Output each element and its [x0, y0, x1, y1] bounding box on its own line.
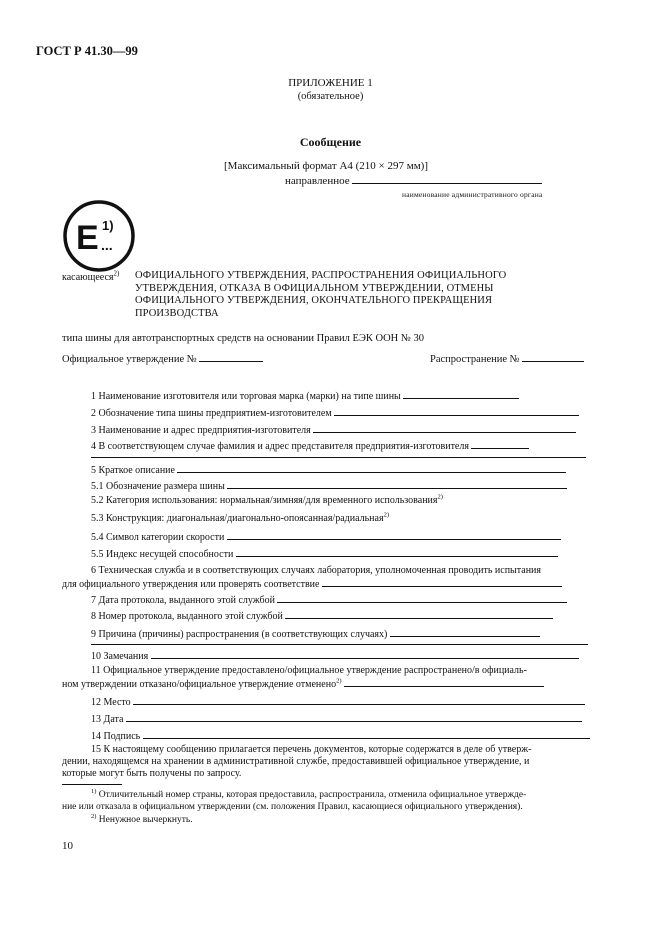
field-11[interactable]: [344, 677, 544, 687]
extension-number: Распространение №: [430, 354, 584, 365]
extension-number-field[interactable]: [522, 361, 584, 362]
concerning-line: УТВЕРЖДЕНИЯ, ОТКАЗА В ОФИЦИАЛЬНОМ УТВЕРЖДЕНИИ, ОТМЕНЫ: [135, 282, 494, 294]
concerning-line: ПРОИЗВОДСТВА: [135, 307, 219, 319]
concerning-text: [135, 270, 565, 320]
field-1[interactable]: [403, 389, 519, 399]
authority-hint: наименование административного органа: [402, 190, 543, 199]
field-4[interactable]: [471, 439, 529, 449]
format-note: [Максимальный формат А4 (210 × 297 мм)]: [224, 160, 429, 172]
field-8[interactable]: [285, 609, 553, 619]
form-item-15-cont-1: дении, находящемся на хранении в административной службе, предоставившей официальное утверждение, и: [62, 756, 530, 767]
page-number: 10: [62, 840, 73, 852]
field-3[interactable]: [313, 423, 576, 433]
approval-number-field[interactable]: [199, 361, 263, 362]
form-item-11: 11 Официальное утверждение предоставлено/официальное утверждение распространено/в официаль-: [91, 665, 527, 676]
form-item-13: 13 Дата: [91, 712, 582, 726]
form-item-3: 3 Наименование и адрес предприятия-изготовителя: [91, 423, 576, 437]
form-item-9: 9 Причина (причины) распространения (в соответствующих случаях): [91, 627, 540, 641]
annex-title: ПРИЛОЖЕНИЕ 1: [288, 77, 373, 89]
form-item-15: 15 К настоящему сообщению прилагается перечень документов, которые содержатся в деле об утверж-: [91, 744, 532, 755]
field-7[interactable]: [277, 593, 567, 603]
field-9[interactable]: [390, 627, 540, 637]
form-item-7: 7 Дата протокола, выданного этой службой: [91, 593, 567, 607]
approval-number: Официальное утверждение №: [62, 354, 263, 365]
field-5-1[interactable]: [227, 479, 567, 489]
form-item-12: 12 Место: [91, 695, 585, 709]
e-mark-letter: E: [76, 219, 99, 257]
form-item-5-2: 5.2 Категория использования: нормальная/зимняя/для временного использования$^{2)}$: [91, 493, 443, 506]
form-item-14: 14 Подпись: [91, 729, 590, 743]
sent-by-line: [285, 175, 542, 187]
form-item-11-cont: ном утверждении отказано/официальное утверждение отменено$^{2)}$: [62, 677, 544, 691]
concerning-line: ОФИЦИАЛЬНОГО УТВЕРЖДЕНИЯ, ОКОНЧАТЕЛЬНОГО ПРЕКРАЩЕНИЯ: [135, 295, 493, 306]
sent-by-label: направленное: [285, 175, 350, 187]
message-title: Сообщение: [299, 135, 362, 149]
form-item-5-1: 5.1 Обозначение размера шины: [91, 479, 567, 493]
field-10[interactable]: [151, 649, 579, 659]
form-item-6: 6 Техническая служба и в соответствующих случаях лаборатория, уполномоченная проводить испытания: [91, 565, 542, 576]
field-2[interactable]: [334, 406, 579, 416]
form-item-5-3: 5.3 Конструкция: диагональная/диагонально-опоясанная/радиальная$^{2)}$: [91, 511, 389, 524]
footnote-divider: [62, 784, 122, 785]
concerning-label: касающееся$^{2)}$: [62, 269, 120, 283]
form-item-2: 2 Обозначение типа шины предприятием-изготовителем: [91, 406, 579, 420]
form-item-4: 4 В соответствующем случае фамилия и адрес представителя предприятия-изготовителя: [91, 439, 529, 453]
form-item-5: 5 Краткое описание: [91, 463, 566, 477]
field-5[interactable]: [177, 463, 566, 473]
footnote-2: $^{2)}$ Ненужное вычеркнуть.: [91, 812, 193, 825]
field-13[interactable]: [126, 712, 582, 722]
footnote-1: $^{1)}$ Отличительный номер страны, которая предоставила, распространила, отменила официальное утвержде-: [91, 787, 527, 800]
document-code: ГОСТ Р 41.30—99: [36, 44, 138, 58]
form-item-10: 10 Замечания: [91, 649, 579, 663]
form-item-1: 1 Наименование изготовителя или торговая марка (марки) на типе шины: [91, 389, 519, 403]
e-mark-dots: ...: [101, 237, 113, 253]
concerning-line: ОФИЦИАЛЬНОГО УТВЕРЖДЕНИЯ, РАСПРОСТРАНЕНИЯ ОФИЦИАЛЬНОГО: [135, 270, 507, 281]
field-6[interactable]: [322, 577, 562, 587]
field-5-5[interactable]: [236, 547, 558, 557]
field-9-continuation[interactable]: [91, 644, 588, 645]
field-12[interactable]: [133, 695, 585, 705]
e-mark-sup: 1): [102, 218, 114, 233]
form-item-15-cont-2: которые могут быть получены по запросу.: [62, 768, 242, 779]
footnote-1-cont: ние или отказала в официальном утверждении (см. положения Правил, касающиеся официального утверждения).: [62, 802, 523, 812]
authority-field[interactable]: [352, 183, 542, 184]
field-4-continuation[interactable]: [91, 457, 586, 458]
form-item-6-cont: для официального утверждения или проверять соответствие: [62, 577, 562, 591]
field-5-4[interactable]: [227, 530, 561, 540]
form-item-5-5: 5.5 Индекс несущей способности: [91, 547, 558, 561]
form-item-5-4: 5.4 Символ категории скорости: [91, 530, 561, 544]
e-mark-icon: [62, 199, 136, 273]
form-item-8: 8 Номер протокола, выданного этой службой: [91, 609, 553, 623]
tyre-type-line: типа шины для автотранспортных средств на основании Правил ЕЭК ООН № 30: [62, 333, 425, 344]
field-14[interactable]: [143, 729, 590, 739]
annex-note: (обязательное): [297, 91, 364, 102]
